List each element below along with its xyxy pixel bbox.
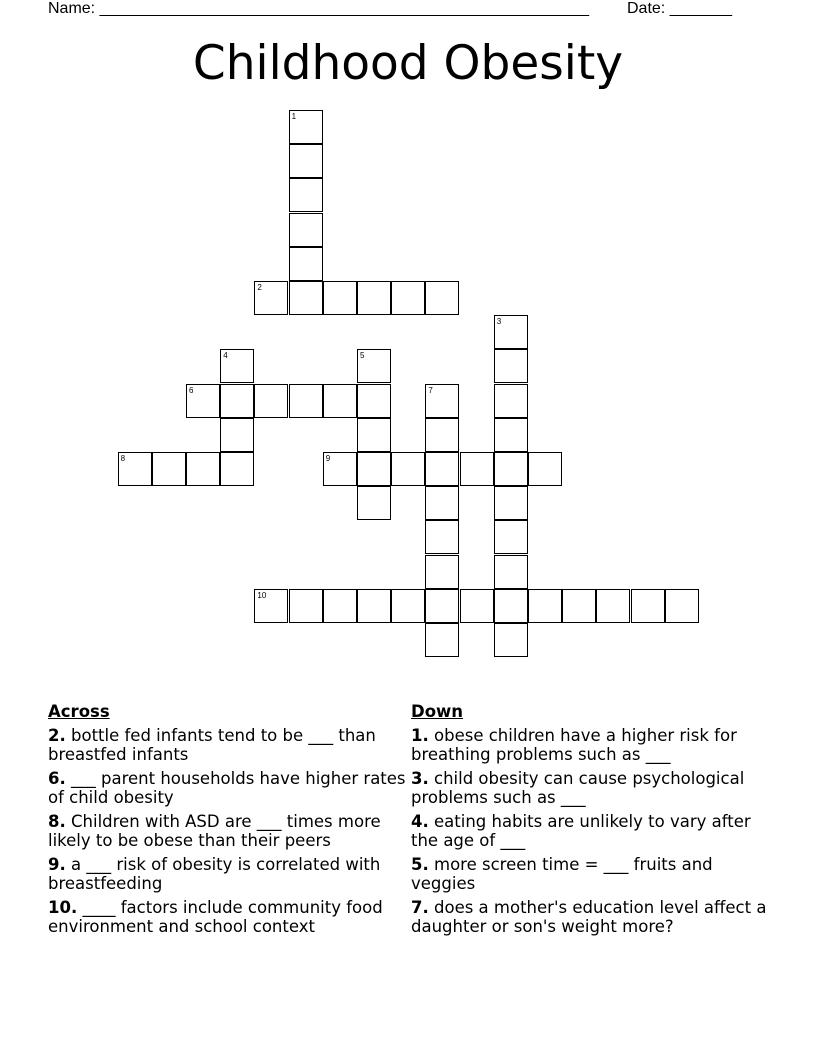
grid-cell[interactable] (425, 281, 459, 315)
grid-cell[interactable] (289, 110, 323, 144)
grid-cell[interactable] (494, 384, 528, 418)
down-clue (411, 769, 771, 808)
cell-number: 8 (120, 454, 126, 463)
across-clues (48, 702, 408, 941)
grid-cell[interactable] (289, 144, 323, 178)
across-clue (48, 769, 408, 808)
cell-number: 4 (223, 351, 228, 361)
grid-cell[interactable] (494, 555, 528, 589)
grid-cell[interactable] (289, 384, 323, 418)
grid-cell[interactable] (289, 281, 323, 315)
grid-cell[interactable] (357, 349, 391, 383)
cell-number: 9 (325, 454, 331, 463)
grid-cell[interactable] (494, 315, 528, 349)
clue-number: 5. (411, 854, 429, 874)
grid-cell[interactable] (425, 486, 459, 520)
grid-cell[interactable] (494, 452, 528, 486)
grid-cell[interactable] (494, 623, 528, 657)
page-title: Childhood Obesity (192, 36, 624, 91)
clue-text: child obesity can cause psychological problems such as ___ (411, 768, 745, 807)
clue-number: 1. (411, 725, 429, 745)
grid-cell[interactable] (494, 589, 528, 623)
clue-text: bottle fed infants tend to be ___ than breastfed infants (48, 725, 376, 764)
grid-cell[interactable] (323, 281, 357, 315)
clue-number: 6. (48, 768, 66, 788)
grid-cell[interactable] (631, 589, 665, 623)
grid-cell[interactable] (289, 213, 323, 247)
grid-cell[interactable] (186, 384, 220, 418)
cell-number: 3 (496, 317, 502, 327)
cell-number: 7 (428, 385, 433, 395)
grid-cell[interactable] (220, 452, 254, 486)
down-clue (411, 726, 771, 765)
grid-cell[interactable] (254, 589, 288, 623)
clue-number: 10. (48, 897, 78, 917)
clue-number: 3. (411, 768, 429, 788)
across-clue (48, 855, 408, 894)
clue-text: obese children have a higher risk for breathing problems such as ___ (411, 725, 737, 764)
down-clue (411, 855, 771, 894)
grid-cell[interactable] (494, 486, 528, 520)
across-heading: Across (48, 702, 110, 721)
grid-cell[interactable] (289, 589, 323, 623)
grid-cell[interactable] (289, 247, 323, 281)
grid-cell[interactable] (357, 452, 391, 486)
grid-cell[interactable] (596, 589, 630, 623)
grid-cell[interactable] (357, 589, 391, 623)
grid-cell[interactable] (289, 178, 323, 212)
clue-number: 8. (48, 811, 66, 831)
clue-text: Children with ASD are ___ times more likely to be obese than their peers (48, 811, 381, 850)
grid-cell[interactable] (460, 589, 494, 623)
across-clue (48, 898, 408, 937)
grid-cell[interactable] (528, 589, 562, 623)
grid-cell[interactable] (425, 589, 459, 623)
date-field-label: Date: _______ (627, 0, 732, 17)
grid-cell[interactable] (425, 452, 459, 486)
cell-number: 10 (257, 590, 267, 600)
clue-number: 2. (48, 725, 66, 745)
grid-cell[interactable] (220, 349, 254, 383)
clue-number: 9. (48, 854, 66, 874)
down-clue (411, 812, 771, 851)
grid-cell[interactable] (494, 349, 528, 383)
grid-cell[interactable] (391, 452, 425, 486)
cell-number: 5 (360, 351, 365, 361)
grid-cell[interactable] (425, 384, 459, 418)
clue-text: ___ parent households have higher rates of child obesity (48, 768, 406, 807)
grid-cell[interactable] (357, 486, 391, 520)
clue-text: a ___ risk of obesity is correlated with breastfeeding (48, 854, 381, 893)
grid-cell[interactable] (323, 589, 357, 623)
grid-cell[interactable] (425, 418, 459, 452)
grid-cell[interactable] (118, 452, 152, 486)
clue-text: more screen time = ___ fruits and veggies (411, 854, 713, 893)
grid-cell[interactable] (391, 589, 425, 623)
grid-cell[interactable] (665, 589, 699, 623)
cell-number: 1 (291, 112, 297, 121)
grid-cell[interactable] (391, 281, 425, 315)
grid-cell[interactable] (425, 520, 459, 554)
grid-cell[interactable] (254, 281, 288, 315)
grid-cell[interactable] (494, 418, 528, 452)
name-field-label: Name: _______________________________________________________ (48, 0, 589, 17)
grid-cell[interactable] (323, 452, 357, 486)
down-clue (411, 898, 771, 937)
down-heading: Down (411, 702, 464, 721)
grid-cell[interactable] (357, 281, 391, 315)
clue-text: does a mother's education level affect a daughter or son's weight more? (411, 897, 767, 936)
grid-cell[interactable] (357, 418, 391, 452)
down-clues (411, 702, 771, 941)
clue-text: eating habits are unlikely to vary after the age of ___ (411, 811, 751, 850)
grid-cell[interactable] (425, 623, 459, 657)
cell-number: 2 (257, 283, 262, 292)
cell-number: 6 (189, 385, 194, 395)
grid-cell[interactable] (254, 384, 288, 418)
grid-cell[interactable] (562, 589, 596, 623)
grid-cell[interactable] (220, 418, 254, 452)
grid-cell[interactable] (152, 452, 186, 486)
grid-cell[interactable] (323, 384, 357, 418)
grid-cell[interactable] (460, 452, 494, 486)
grid-cell[interactable] (220, 384, 254, 418)
clue-text: ____ factors include community food environment and school context (48, 897, 383, 936)
grid-cell[interactable] (494, 520, 528, 554)
clue-number: 7. (411, 897, 429, 917)
clue-number: 4. (411, 811, 429, 831)
grid-cell[interactable] (528, 452, 562, 486)
across-clue (48, 726, 408, 765)
grid-cell[interactable] (425, 555, 459, 589)
grid-cell[interactable] (186, 452, 220, 486)
grid-cell[interactable] (357, 384, 391, 418)
across-clue (48, 812, 408, 851)
